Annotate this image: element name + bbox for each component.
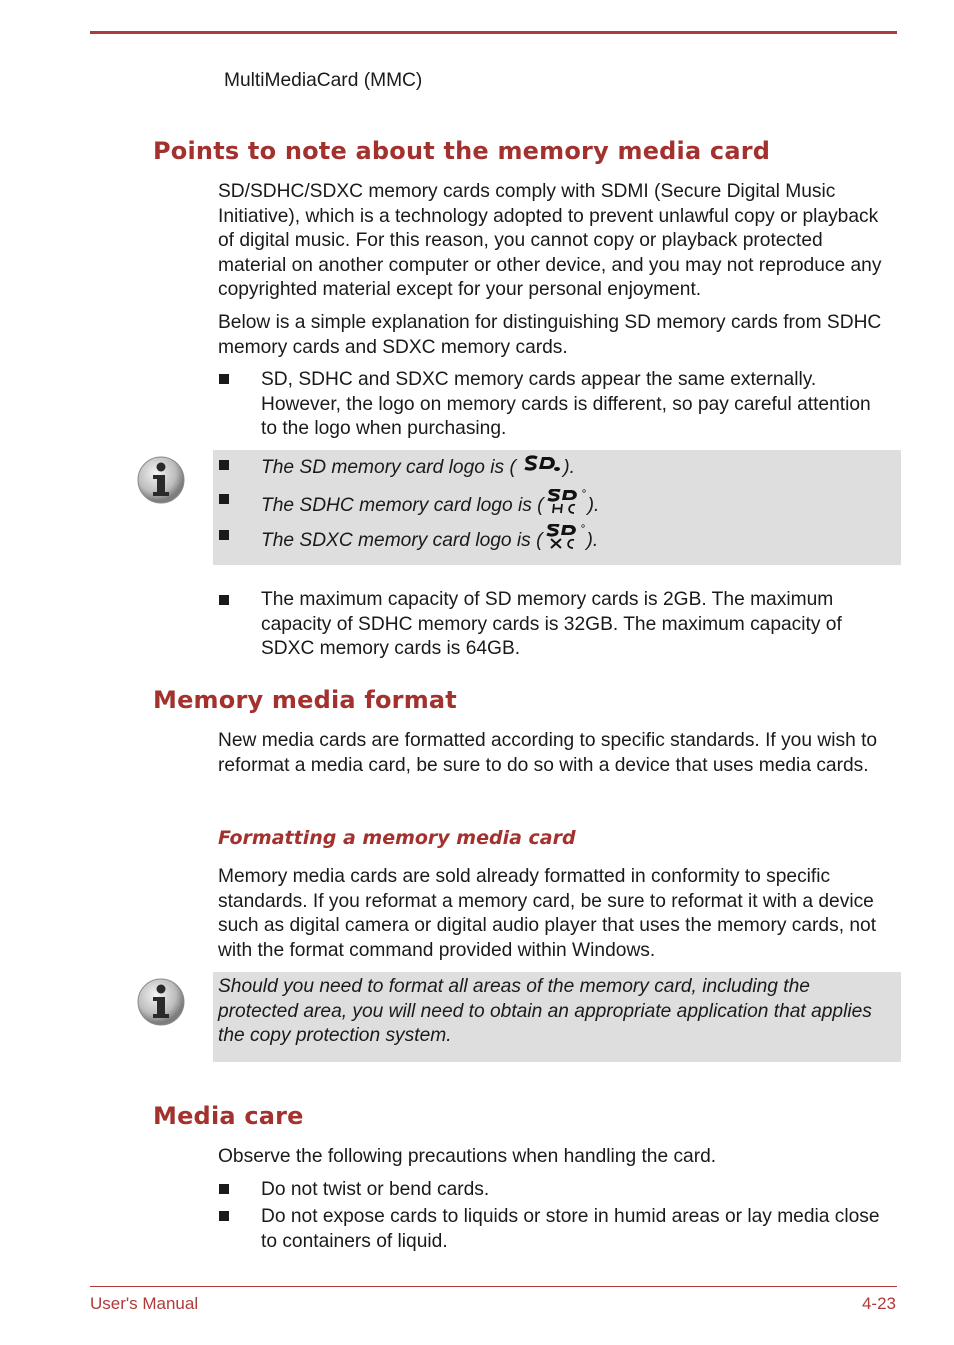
sd-logo-icon xyxy=(521,454,563,482)
note-item-sdhc-suffix: ). xyxy=(587,494,600,516)
section-title-points: Points to note about the memory media card xyxy=(153,137,771,165)
paragraph-sold-formatted: Memory media cards are sold already formatted in conformity to specific standards. If you reformat a memory card, be sure to reformat it with a device such as digital camera or digital audio player that uses the memory cards, not with the format command provided within Windows. xyxy=(218,866,877,961)
bullet-marker xyxy=(219,374,229,384)
bullet-max-capacity: The maximum capacity of SD memory cards is 2GB. The maximum capacity of SDHC memory cards is 32GB. The maximum capacity of SDXC memory cards is 64GB. xyxy=(261,589,842,659)
note-item-sdhc-text: The SDHC memory card logo is ( xyxy=(261,494,544,516)
info-icon xyxy=(136,455,186,505)
bullet-marker xyxy=(219,460,229,470)
note-item-sd-text: The SD memory card logo is ( xyxy=(261,456,516,478)
sdxc-logo-icon xyxy=(543,524,587,558)
note-item-sdxc-text: The SDXC memory card logo is ( xyxy=(261,529,543,551)
header-rule xyxy=(90,31,897,34)
bullet-twist: Do not twist or bend cards. xyxy=(261,1179,490,1200)
footer-title: User's Manual xyxy=(90,1294,199,1313)
paragraph-sdmi: SD/SDHC/SDXC memory cards comply with SDMI (Secure Digital Music Initiative), which is a technology adopted to prevent unlawful copy or playback of digital music. For this reason, you cannot copy or playback protected material on another computer or other device, and you may not reproduce any copyrighted material except for your personal enjoyment. xyxy=(218,181,882,300)
note-item-sdxc xyxy=(261,524,881,558)
bullet-marker xyxy=(219,1184,229,1194)
bullet-marker xyxy=(219,494,229,504)
paragraph-new-cards: New media cards are formatted according to specific standards. If you wish to reformat a media card, be sure to do so with a device that uses media cards. xyxy=(218,730,878,776)
note-item-sdhc xyxy=(261,489,881,523)
section-title-media-care: Media care xyxy=(153,1102,304,1130)
bullet-appear-same: SD, SDHC and SDXC memory cards appear the same externally. However, the logo on memory cards is different, so pay careful attention to the logo when purchasing. xyxy=(261,369,871,439)
bullet-liquids: Do not expose cards to liquids or store in humid areas or lay media close to containers of liquid. xyxy=(261,1206,880,1252)
note-item-sd xyxy=(261,454,881,482)
footer-rule xyxy=(90,1286,897,1287)
bullet-marker xyxy=(219,530,229,540)
header-item: MultiMediaCard (MMC) xyxy=(224,70,423,91)
bullet-marker xyxy=(219,1211,229,1221)
subsection-title-formatting: Formatting a memory media card xyxy=(218,827,576,849)
sdhc-logo-icon xyxy=(544,489,588,523)
section-title-format: Memory media format xyxy=(153,686,457,714)
note-item-sdxc-suffix: ). xyxy=(586,529,599,551)
paragraph-precautions: Observe the following precautions when handling the card. xyxy=(218,1146,717,1167)
info-icon xyxy=(136,977,186,1027)
note-item-sd-suffix: ). xyxy=(563,456,575,478)
paragraph-distinguish: Below is a simple explanation for distinguishing SD memory cards from SDHC memory cards and SDXC memory cards. xyxy=(218,312,882,358)
note-format-areas: Should you need to format all areas of the memory card, including the protected area, you will need to obtain an appropriate application that applies the copy protection system. xyxy=(218,976,872,1046)
bullet-marker xyxy=(219,595,229,605)
page-number: 4-23 xyxy=(861,1294,896,1313)
